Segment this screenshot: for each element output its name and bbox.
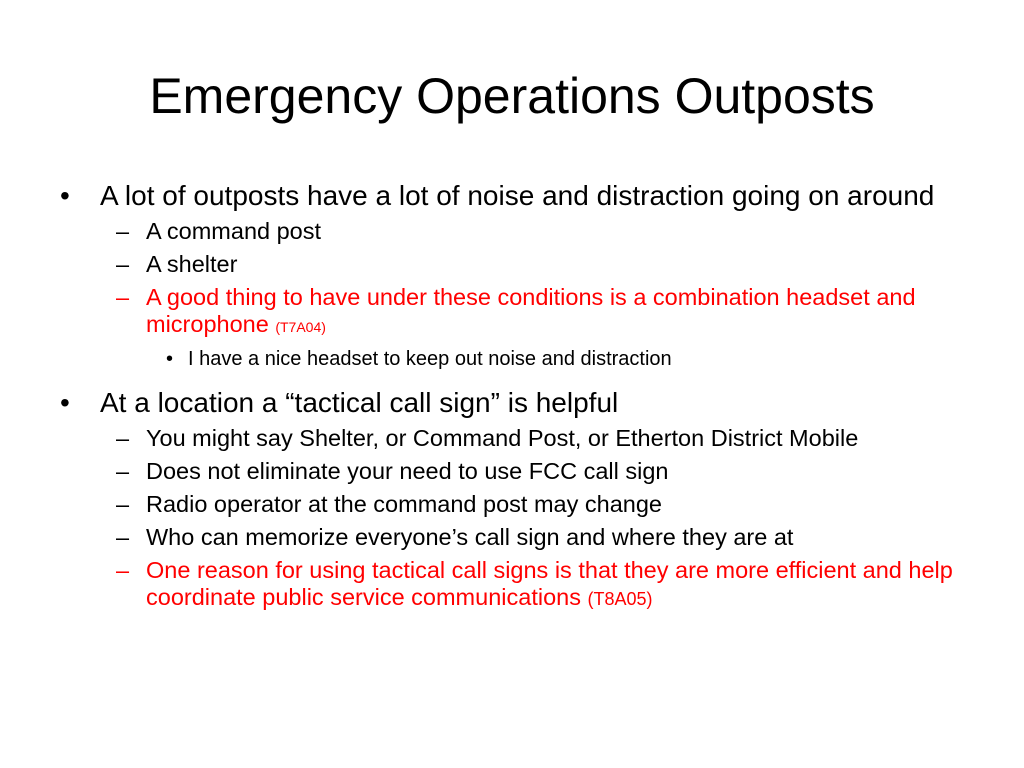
bullet-text: At a location a “tactical call sign” is helpful <box>100 387 619 418</box>
sub-item-operator-change <box>58 491 968 518</box>
sub-item-memorize <box>58 524 968 551</box>
slide-content <box>58 180 968 613</box>
dash-marker: – <box>116 425 130 451</box>
question-reference: (T7A04) <box>275 319 326 335</box>
dash-marker: – <box>116 284 130 310</box>
sub-item-text: Radio operator at the command post may change <box>146 491 662 517</box>
sub-item-headset-answer <box>58 284 968 341</box>
dash-marker: – <box>116 218 130 244</box>
bullet-tactical-call-sign <box>58 387 968 419</box>
sub-item-text: Who can memorize everyone’s call sign and where they are at <box>146 524 794 550</box>
bullet-marker: • <box>60 180 70 211</box>
sub-item-command-post <box>58 218 968 245</box>
bullet-marker: • <box>60 387 70 418</box>
bullet-text: A lot of outposts have a lot of noise and distraction going on around <box>100 180 935 211</box>
bullet-marker: • <box>166 348 174 370</box>
dash-marker: – <box>116 491 130 517</box>
sub-item-text: A good thing to have under these conditions is a combination headset and microphone <box>146 284 916 337</box>
slide-title: Emergency Operations Outposts <box>149 68 875 124</box>
sub-item-text: Does not eliminate your need to use FCC call sign <box>146 458 669 484</box>
sub-item-fcc-call-sign <box>58 458 968 485</box>
dash-marker: – <box>116 524 130 550</box>
sub-item-text: A shelter <box>146 251 238 277</box>
dash-marker: – <box>116 251 130 277</box>
sub-sub-item-headset <box>58 347 968 371</box>
question-reference: (T8A05) <box>587 589 653 609</box>
sub-item-shelter <box>58 251 968 278</box>
dash-marker: – <box>116 458 130 484</box>
sub-item-text: One reason for using tactical call signs is that they are more efficient and help coordinate public service communications <box>146 557 953 610</box>
sub-sub-item-text: I have a nice headset to keep out noise and distraction <box>188 348 672 370</box>
bullet-noise-distraction <box>58 180 968 212</box>
sub-item-text: A command post <box>146 218 322 244</box>
sub-item-tactical-answer <box>58 557 968 613</box>
dash-marker: – <box>116 557 130 583</box>
sub-item-examples <box>58 425 968 452</box>
sub-item-text: You might say Shelter, or Command Post, or Etherton District Mobile <box>146 425 859 451</box>
